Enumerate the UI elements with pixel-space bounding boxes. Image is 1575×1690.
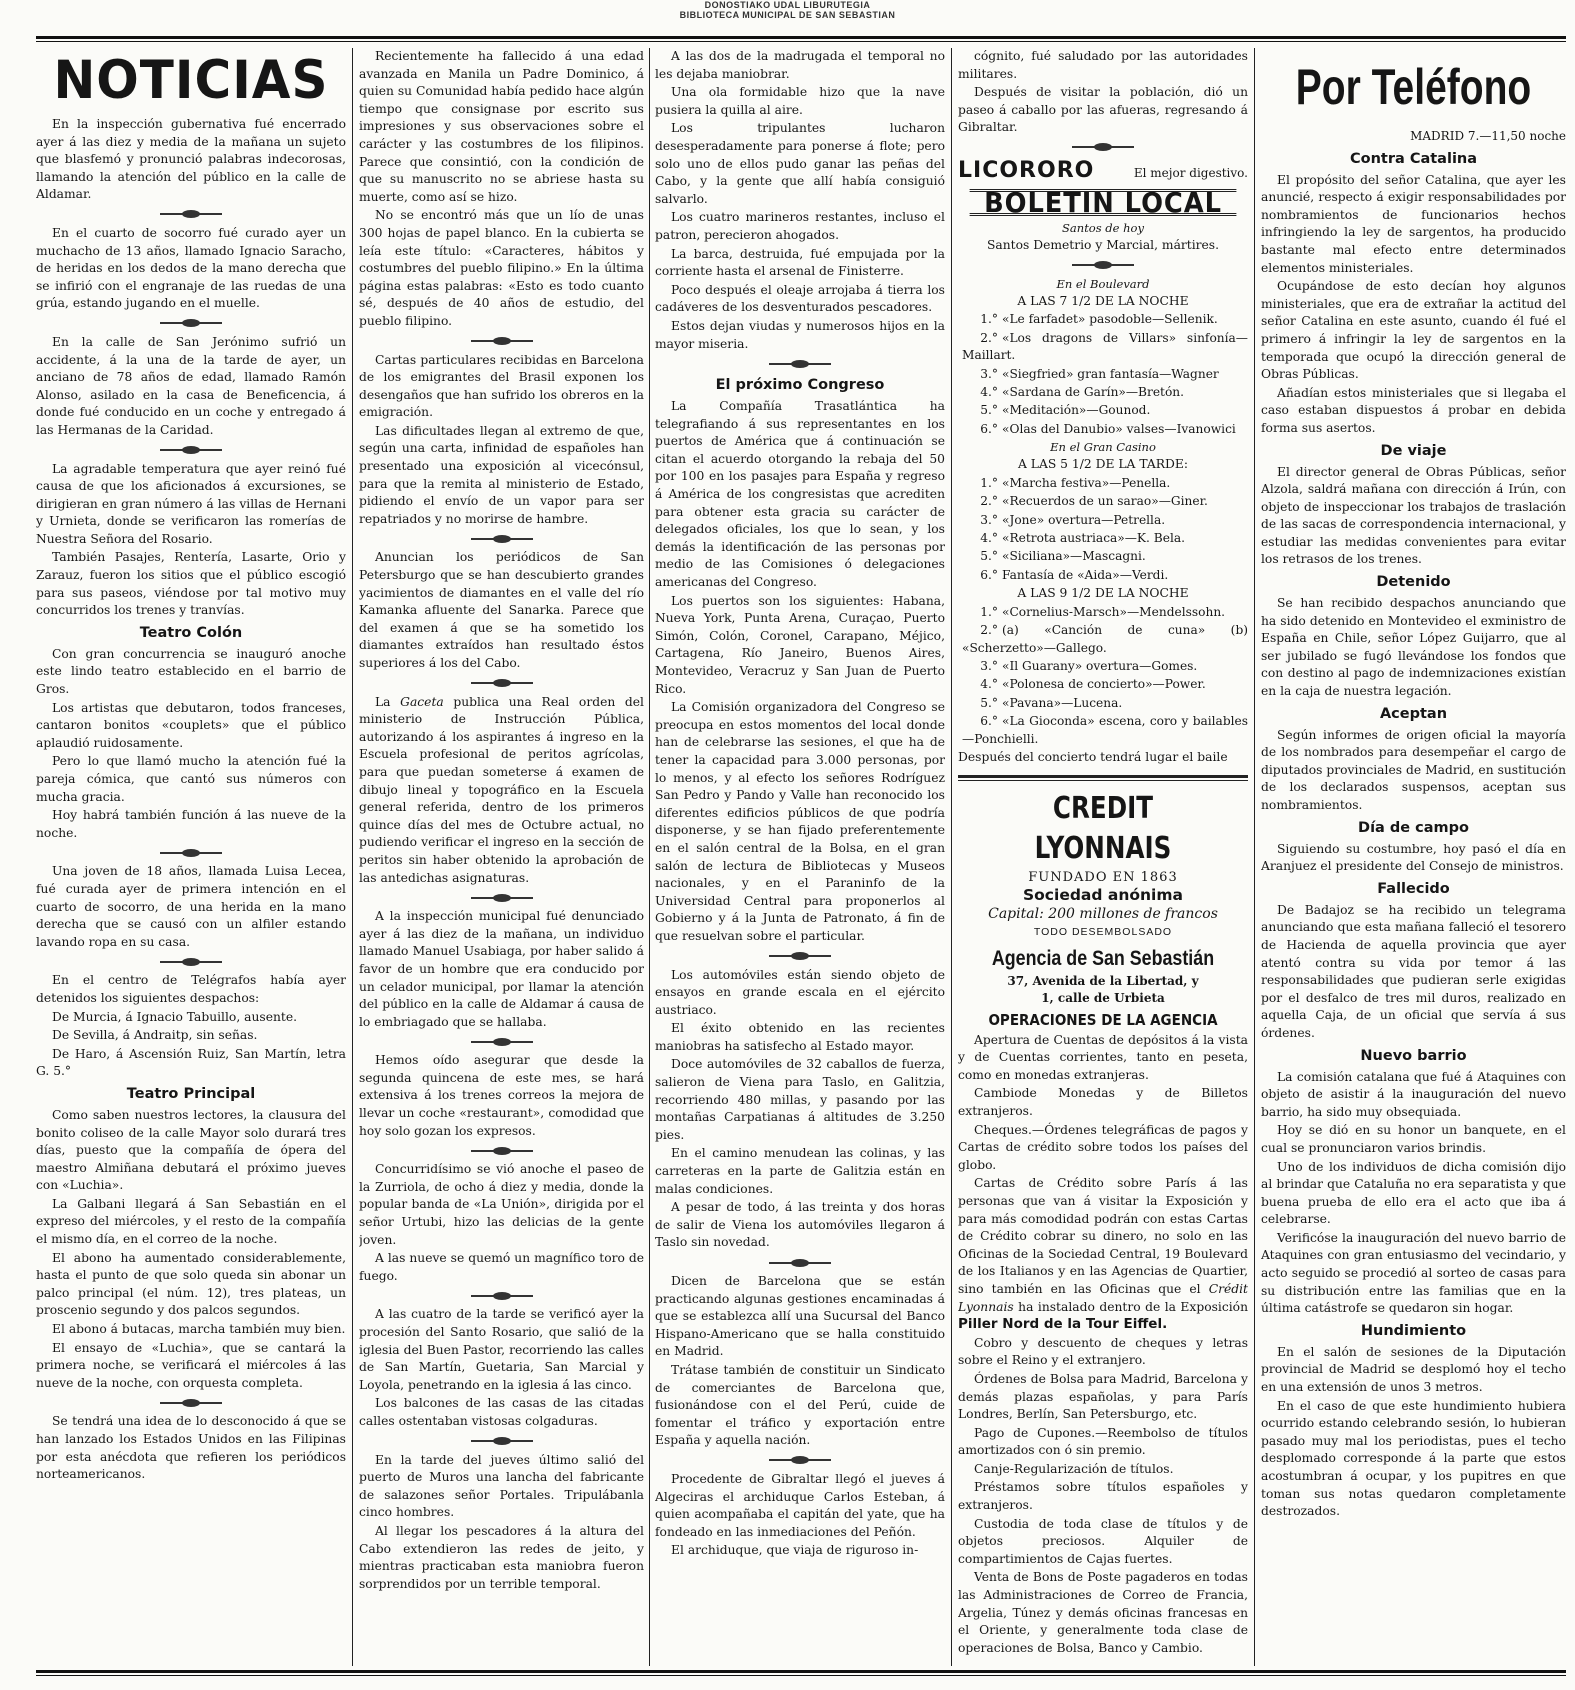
article-paragraph: En la tarde del jueves último salió del puerto de Muros una lancha del fabricante de salazones señor Portales. Tripulábanla cinco hombres. bbox=[359, 1452, 644, 1520]
article-paragraph: De Sevilla, á Andraitp, sin señas. bbox=[52, 1028, 258, 1043]
ornament-divider bbox=[958, 141, 1248, 154]
program-item bbox=[958, 330, 1248, 365]
article-paragraph: A la inspección municipal fué denunciado ayer á las diez de la mañana, un individuo llamado Manuel Usabiaga, por haber salido á favor de un hombre que era conducido por un celador municipal, por llamar la atención del público en la calle de Aldamar á causa de lo embriagado que se hallaba. bbox=[359, 909, 644, 1029]
program-text: «Cornelius-Marsch»—Mendelssohn. bbox=[1002, 604, 1226, 619]
program-text: «Retrota austriaca»—K. Bela. bbox=[1002, 531, 1185, 545]
credit-operation: Cobro y descuento de cheques y letras sobre el Reino y el extranjero. bbox=[958, 1335, 1248, 1368]
credit-operation: Venta de Bons de Poste pagaderos en todas las Administraciones de Correo de Francia, Argelia, Túnez y demás oficinas francesas en el Oriente, y generalmente toda clase de operaciones de Bolsa, Banco y Cambio. bbox=[958, 1570, 1248, 1655]
section-head: Contra Catalina bbox=[1349, 150, 1478, 167]
article-paragraph: El ensayo de «Luchia», que se cantará la primera noche, se verificará el miércoles á las nueve de la noche, con orquesta completa. bbox=[36, 1340, 346, 1390]
credit-operation: Pago de Cupones.—Reembolso de títulos amortizados con ó sin premio. bbox=[958, 1425, 1248, 1458]
article-paragraph: La Compañía Trasatlántica ha telegrafiando á sus representantes en los puertos de América que á continuación se citan el acuerdo otorgando la rebaja del 50 por 100 en los pasajes para España y regreso á América de los congresistas que acrediten para obtener esta gracia su carácter de delegados oficiales, los que lo sean, y los demás la identificación de las personas por medio de las Comisiones ó delegaciones americanas del Congreso. bbox=[655, 399, 945, 590]
program-item bbox=[958, 604, 1248, 621]
library-header bbox=[0, 0, 1575, 20]
section-head: Fallecido bbox=[1377, 880, 1450, 897]
licororo-name: LICORORO bbox=[958, 157, 1095, 183]
column-2 bbox=[359, 48, 644, 1666]
program-number: 4.° bbox=[980, 677, 998, 692]
article-paragraph: Estos dejan viudas y numerosos hijos en la mayor miseria. bbox=[655, 318, 945, 351]
credit-operaciones-head: OPERACIONES DE LA AGENCIA bbox=[988, 1011, 1218, 1030]
credit-desembolsado: TODO DESEMBOLSADO bbox=[1033, 926, 1173, 939]
credit-address-line1: 37, Avenida de la Libertad, y bbox=[1007, 974, 1199, 989]
tour-eiffel-bold: Piller Nord de la Tour Eiffel. bbox=[958, 1316, 1168, 1333]
casino-time-afternoon: A LAS 5 1/2 DE LA TARDE: bbox=[1018, 457, 1188, 472]
noticias-title: NOTICIAS bbox=[53, 49, 329, 111]
section-head-teatro-principal: Teatro Principal bbox=[126, 1085, 256, 1102]
article-paragraph: Dicen de Barcelona que se están practicando algunas gestiones encaminadas á que se establezca allí una Sucursal del Banco Hispano-Americano que se halla constituido en Madrid. bbox=[655, 1274, 945, 1359]
program-number: 6.° bbox=[980, 714, 998, 729]
santos-text: Santos Demetrio y Marcial, mártires. bbox=[986, 238, 1220, 253]
program-item bbox=[958, 567, 1248, 584]
program-text: «Meditación»—Gounod. bbox=[1002, 403, 1151, 418]
article-paragraph: De Badajoz se ha recibido un telegrama anunciando que esta mañana falleció el tesorero de Hacienda de aquella provincia que ayer atentó contra su vida por temor á las responsabilidades que pudieran serle exigidas por el desfalco de tres mil duros, realizado en aquella Caja, de un oficial que servía á sus órdenes. bbox=[1261, 902, 1566, 1040]
section-head: Nuevo barrio bbox=[1360, 1047, 1467, 1064]
bottom-rule bbox=[36, 1670, 1566, 1676]
credit-operation: Órdenes de Bolsa para Madrid, Barcelona y demás plazas españolas, y para París Londres, Berlín, San Petersburgo, etc. bbox=[958, 1371, 1248, 1422]
article-paragraph: Las dificultades llegan al extremo de que, según una carta, infinidad de españoles han presentado una exposición al vicecónsul, para que la remita al ministerio de Estado, pidiendo el envío de un vapor para ser repatriados y no morirse de hambre. bbox=[359, 423, 644, 526]
program-number: 1.° bbox=[980, 475, 998, 490]
section-head: Detenido bbox=[1376, 574, 1451, 591]
program-text: «Marcha festiva»—Penella. bbox=[1002, 475, 1171, 490]
text-run: La bbox=[375, 694, 401, 709]
program-item bbox=[958, 713, 1248, 748]
casino-time-night: A LAS 9 1/2 DE LA NOCHE bbox=[1017, 586, 1189, 601]
article-paragraph bbox=[359, 694, 644, 888]
column-separator bbox=[1254, 48, 1255, 1666]
article-paragraph: Hemos oído asegurar que desde la segunda quincena de este mes, se hará extensiva á los trenes correos la mejora de llevar un coche «restaurant», comodidad que hoy solo gozan los expresos. bbox=[359, 1053, 644, 1138]
ornament-divider bbox=[958, 259, 1248, 272]
program-text: «La Gioconda» escena, coro y bailables—Ponchielli. bbox=[962, 714, 1248, 746]
program-item bbox=[958, 622, 1248, 657]
article-paragraph: Pero lo que llamó mucho la atención fué la pareja cómica, que cantó sus números con mucha gracia. bbox=[36, 754, 346, 804]
program-number: 2.° bbox=[980, 494, 998, 509]
program-text: «Siegfried» gran fantasía—Wagner bbox=[1002, 366, 1219, 381]
newspaper-name-gaceta: Gaceta bbox=[400, 694, 444, 709]
credit-operation: Custodia de toda clase de títulos y de objetos preciosos. Alquiler de compartimientos de Cajas fuertes. bbox=[958, 1516, 1248, 1566]
ornament-divider bbox=[359, 1035, 644, 1048]
article-paragraph: El archiduque, que viaja de riguroso in- bbox=[671, 1543, 919, 1558]
por-telefono-title: Por Teléfono bbox=[1295, 59, 1532, 115]
text-run: ha instalado dentro de la Exposición bbox=[1013, 1299, 1248, 1314]
program-text: «Polonesa de concierto»—Power. bbox=[1002, 677, 1206, 692]
article-paragraph: Los balcones de las casas de las citadas calles ostentaban vistosas colgaduras. bbox=[359, 1396, 644, 1428]
credit-operation: Apertura de Cuentas de depósitos á la vista y de Cuentas corrientes, tanto en peseta, como en monedas extranjeras. bbox=[958, 1032, 1248, 1082]
article-paragraph: El abono ha aumentado considerablemente, hasta el punto de que solo queda sin abonar un palco principal (el núm. 12), tres plateas, un proscenio segundo y dos palcos segundos. bbox=[36, 1250, 346, 1318]
column-por-telefono bbox=[1261, 48, 1566, 1666]
article-paragraph: En el cuarto de socorro fué curado ayer un muchacho de 13 años, llamado Ignacio Saracho, de heridas en los dedos de la mano derecha que se infirió con el engranaje de las ruedas de una grúa, estando jugando en el muelle. bbox=[36, 225, 346, 311]
credit-lyonnais-italic: Crédit Lyonnais bbox=[958, 1281, 1248, 1314]
ornament-divider bbox=[655, 1256, 945, 1269]
article-paragraph: En el caso de que este hundimiento hubiera ocurrido estando celebrando sesión, lo hubieran pasado muy mal los periodistas, pues el techo desplomado corresponde á la parte que estos acostumbran á ocupar, y los pupitres en que toman sus notas quedaron completamente destrozados. bbox=[1261, 1398, 1566, 1519]
casino-head: En el Gran Casino bbox=[1050, 440, 1156, 455]
article-paragraph: El propósito del señor Catalina, que ayer les anuncié, respecto á exigir responsabilidades por nombramientos de funcionarios hechos infringiendo la ley de sargentos, ha producido bastante mal efecto entre determinados elementos ministeriales. bbox=[1261, 172, 1566, 275]
article-paragraph: El director general de Obras Públicas, señor Alzola, saldrá mañana con dirección á Irún, con objeto de inspeccionar los trabajos de traslación de las sacas de correspondencia internacional, y estudiar las medidas convenientes para evitar los retrasos de los trenes. bbox=[1261, 464, 1566, 567]
program-number: 6.° bbox=[980, 421, 998, 436]
program-number: 3.° bbox=[980, 512, 998, 527]
article-paragraph: Cartas particulares recibidas en Barcelona de los emigrantes del Brasil exponen los desengaños que han sufrido los obreros en la emigración. bbox=[359, 352, 644, 420]
article-paragraph: Los puertos son los siguientes: Habana, Nueva York, Punta Arena, Curaçao, Puerto Simón, Colón, Coronel, Carapano, Méjico, Cartagena, Río Janeiro, Buenos Aires, Montevideo, Veracruz y San Juan de Puerto Rico. bbox=[655, 593, 945, 696]
program-number: 3.° bbox=[980, 659, 998, 674]
section-head: Aceptan bbox=[1379, 705, 1448, 722]
article-paragraph: Los automóviles están siendo objeto de ensayos en grande escala en el ejército austriaco. bbox=[655, 967, 945, 1017]
credit-operation: Préstamos sobre títulos españoles y extranjeros. bbox=[958, 1480, 1248, 1513]
article-paragraph: Después de visitar la población, dió un paseo á caballo por las afueras, regresando á Gibraltar. bbox=[958, 85, 1248, 135]
credit-operation: Canje-Regularización de títulos. bbox=[974, 1461, 1174, 1476]
article-paragraph: El abono á butacas, marcha también muy bien. bbox=[52, 1322, 346, 1337]
column-separator bbox=[951, 48, 952, 1666]
article-paragraph: Los artistas que debutaron, todos franceses, cantaron bonitos «couplets» que el público aplaudió ruidosamente. bbox=[36, 700, 346, 750]
ornament-divider bbox=[359, 335, 644, 348]
program-text: «Il Guarany» overtura—Gomes. bbox=[1002, 659, 1198, 674]
article-paragraph: Poco después el oleaje arrojaba á tierra los cadáveres de los desventurados pescadores. bbox=[655, 282, 945, 315]
program-item bbox=[958, 384, 1248, 401]
despues-concierto: Después del concierto tendrá lugar el baile bbox=[958, 750, 1228, 765]
program-number: 6.° bbox=[980, 567, 998, 582]
column-separator bbox=[649, 48, 650, 1666]
article-paragraph: El éxito obtenido en las recientes maniobras ha satisfecho al Estado mayor. bbox=[655, 1021, 945, 1053]
section-head: De viaje bbox=[1380, 442, 1447, 459]
licororo-advertisement bbox=[958, 158, 1248, 187]
program-item bbox=[958, 695, 1248, 712]
program-number: 1.° bbox=[980, 604, 998, 619]
licororo-tagline: El mejor digestivo. bbox=[1133, 165, 1248, 180]
section-head: Hundimiento bbox=[1360, 1322, 1467, 1339]
program-text: «Pavana»—Lucena. bbox=[1002, 695, 1123, 710]
article-paragraph: Al llegar los pescadores á la altura del Cabo extendieron las redes de jeito, y mientras practicaban esta maniobra fueron sorprendidos por un terrible temporal. bbox=[359, 1523, 644, 1591]
article-paragraph: Como saben nuestros lectores, la clausura del bonito coliseo de la calle Mayor solo durará tres días, puesto que la compañía de ópera del maestro Almiñana debutará el próximo jueves con «Luchia». bbox=[36, 1107, 346, 1193]
program-text: «Siciliana»—Mascagni. bbox=[1002, 549, 1146, 564]
credit-operation: Cambiode Monedas y de Billetos extranjeros. bbox=[958, 1086, 1248, 1118]
top-rule bbox=[36, 36, 1566, 42]
ornament-divider bbox=[359, 1144, 644, 1157]
ornament-divider bbox=[36, 955, 346, 968]
article-paragraph: También Pasajes, Rentería, Lasarte, Orio y Zarauz, fueron los sitios que el público escogió para sus paseos, viéndose por tal motivo muy concurridos los trenes y tranvías. bbox=[36, 550, 346, 618]
boletin-local-title: BOLETIN LOCAL bbox=[970, 189, 1237, 217]
article-paragraph: cógnito, fué saludado por las autoridades militares. bbox=[958, 49, 1248, 81]
program-number: 4.° bbox=[980, 531, 998, 545]
section-head-congreso: El próximo Congreso bbox=[715, 377, 885, 394]
article-paragraph: Siguiendo su costumbre, hoy pasó el día en Aranjuez el presidente del Consejo de ministros. bbox=[1261, 841, 1566, 874]
article-paragraph: A pesar de todo, á las treinta y dos horas de salir de Viena los automóviles llegaron á Taslo sin novedad. bbox=[655, 1200, 945, 1250]
section-head: Día de campo bbox=[1358, 819, 1469, 836]
program-number: 1.° bbox=[980, 312, 998, 327]
article-paragraph: Los tripulantes lucharon desesperadamente para ponerse á flote; pero solo uno de ellos pudo ganar las peñas del Cabo, y la gente que allí había consiguió salvarlo. bbox=[655, 121, 945, 206]
ornament-divider bbox=[359, 677, 644, 690]
column-4 bbox=[958, 48, 1248, 1666]
article-paragraph: La barca, destruida, fué empujada por la corriente hasta el arsenal de Finisterre. bbox=[655, 246, 945, 279]
program-item bbox=[958, 493, 1248, 510]
credit-operation: Cheques.—Órdenes telegráficas de pagos y Cartas de crédito sobre todos los países del globo. bbox=[958, 1122, 1248, 1172]
article-paragraph: No se encontró más que un lío de unas 300 hojas de papel blanco. En la cubierta se leía este título: «Caracteres, hábitos y costumbres del pueblo filipino.» En la última página estas palabras: «Esto es todo cuanto sé, después de 40 años de estudio, del pueblo filipino. bbox=[359, 208, 644, 328]
santos-head: Santos de hoy bbox=[1062, 221, 1144, 236]
program-number: 2.° bbox=[980, 330, 998, 345]
ornament-divider bbox=[359, 1435, 644, 1448]
boulevard-time: A LAS 7 1/2 DE LA NOCHE bbox=[1017, 293, 1189, 308]
program-text: «Olas del Danubio» valses—Ivanowici bbox=[1002, 421, 1236, 436]
article-paragraph: En el camino menudean las colinas, y las carreteras en la parte de Galitzia están en malas condiciones. bbox=[655, 1146, 945, 1196]
library-header-line2: BIBLIOTECA MUNICIPAL DE SAN SEBASTIAN bbox=[679, 10, 896, 20]
text-run: publica una Real orden del ministerio de Instrucción Pública, autorizando á los aspirantes á ingreso en la Escuela profesional de peritos agrícolas, para que puedan someterse á examen de dibujo lineal y topográfico en la Escuela general referida, dentro de los primeros quince días del mes de Octubre actual, no pudiendo verificar el ingreso en la sección de peritos sin haber obtenido la aprobación de las antedichas asignaturas. bbox=[359, 694, 644, 885]
article-paragraph: Los cuatro marineros restantes, incluso el patron, perecieron ahogados. bbox=[655, 210, 945, 242]
article-paragraph: Verificóse la inauguración del nuevo barrio de Ataquines con gran entusiasmo del vecindario, y acto seguido se procedió al sorteo de casas para su distribución entre las familias que en la última catástrofe se quedaron sin hogar. bbox=[1261, 1230, 1566, 1316]
credit-operation bbox=[958, 1175, 1248, 1333]
article-paragraph: En el centro de Telégrafos había ayer detenidos los siguientes despachos: bbox=[36, 973, 346, 1005]
program-item bbox=[958, 676, 1248, 693]
article-paragraph: A las dos de la madrugada el temporal no les dejaba maniobrar. bbox=[655, 49, 945, 81]
article-paragraph: Doce automóviles de 32 caballos de fuerza, salieron de Viena para Taslo, en Galitzia, recorriendo 480 millas, y pasando por las montañas Carpatianas á altitudes de 3.250 pies. bbox=[655, 1057, 945, 1142]
credit-fundado: FUNDADO EN 1863 bbox=[1028, 869, 1178, 885]
program-item bbox=[958, 366, 1248, 383]
section-head-teatro-colon: Teatro Colón bbox=[139, 624, 243, 641]
program-item bbox=[958, 421, 1248, 438]
article-paragraph: La Galbani llegará á San Sebastián en el expreso del miércoles, y el resto de la compañía el mismo día, en el correo de la noche. bbox=[36, 1196, 346, 1247]
ornament-divider bbox=[359, 1289, 644, 1302]
program-item bbox=[958, 658, 1248, 675]
article-paragraph: Ocupándose de esto decían hoy algunos ministeriales, que era de extrañar la actitud del señor Catalina en este asunto, cuando él fué el primero á infringir la ley de sargentos en la temporada que ocupó la dirección general de Obras Públicas. bbox=[1261, 279, 1566, 382]
section-rule bbox=[958, 775, 1248, 781]
ornament-divider bbox=[36, 208, 346, 221]
program-text: (a) «Canción de cuna» (b) «Scherzetto»—Gallego. bbox=[962, 623, 1248, 655]
article-paragraph: La comisión catalana que fué á Ataquines con objeto de asistir á la inauguración del nuevo barrio, ha sido muy obsequiada. bbox=[1261, 1069, 1566, 1119]
article-paragraph: Procedente de Gibraltar llegó el jueves á Algeciras el archiduque Carlos Esteban, á quien acompañaba el capitán del yate, que ha fondeado en las inmediaciones del Peñón. bbox=[655, 1471, 945, 1539]
program-text: «Los dragons de Villars» sinfonía—Maillart. bbox=[962, 330, 1248, 363]
newspaper-page bbox=[36, 48, 1566, 1666]
credit-agencia: Agencia de San Sebastián bbox=[991, 947, 1215, 971]
program-number: 4.° bbox=[980, 384, 998, 399]
article-paragraph: La Comisión organizadora del Congreso se preocupa en estos momentos del local donde han de celebrarse las sesiones, el que ha de tener la capacidad para 3.000 personas, por lo menos, y al efecto los señores Rodríguez San Pedro y Pando y Valle han reconocido los diferentes edificios públicos de que podría disponerse, y se han fijado preferentemente en el salón central de la Bolsa, en el gran salón de lectura de Bibliotecas y Museos nacionales, y en el Paraninfo de la Universidad Central para proponerlos al Gobierno y á la Junta de Patronato, á fin de que resuelvan sobre el particular. bbox=[655, 700, 945, 943]
program-item bbox=[958, 402, 1248, 419]
ornament-divider bbox=[655, 950, 945, 963]
ornament-divider bbox=[655, 1454, 945, 1467]
program-number: 2.° bbox=[980, 623, 998, 638]
article-paragraph: A las nueve se quemó un magnífico toro de fuego. bbox=[359, 1251, 644, 1283]
article-paragraph: Hoy se dió en su honor un banquete, en el cual se pronunciaron varios brindis. bbox=[1261, 1123, 1566, 1155]
article-paragraph: Con gran concurrencia se inauguró anoche este lindo teatro establecido en el barrio de Gros. bbox=[36, 646, 346, 697]
article-paragraph: Una joven de 18 años, llamada Luisa Lecea, fué curada ayer de primera intención en el cuarto de socorro, de una herida en la mano derecha que se causó con un alfiler estando lavando ropa en su casa. bbox=[36, 864, 346, 949]
program-item bbox=[958, 475, 1248, 492]
article-paragraph: Añadían estos ministeriales que si llegaba el caso estaban dispuestos á probar en debida forma sus asertos. bbox=[1261, 385, 1566, 435]
article-paragraph: En el salón de sesiones de la Diputación provincial de Madrid se desplomó hoy el techo en una extensión de unos 3 metros. bbox=[1261, 1344, 1566, 1395]
credit-sociedad: Sociedad anónima bbox=[1023, 886, 1183, 905]
program-number: 5.° bbox=[980, 549, 998, 564]
program-number: 5.° bbox=[980, 695, 998, 710]
ornament-divider bbox=[36, 444, 346, 457]
article-paragraph: Uno de los individuos de dicha comisión dijo al brindar que Cataluña no era separatista y que buena prueba de ello era el acto que iba á celebrarse. bbox=[1261, 1159, 1566, 1227]
program-item bbox=[958, 311, 1248, 328]
article-paragraph: Se han recibido despachos anunciando que ha sido detenido en Montevideo el exministro de España en Chile, señor López Guijarro, que al ser jubilado se fugó llevándose los fondos que con destino al pago de indemnizaciones existían en la caja de nuestra legación. bbox=[1261, 596, 1566, 699]
ornament-divider bbox=[36, 1396, 346, 1409]
program-item bbox=[958, 512, 1248, 529]
dateline: MADRID 7.—11,50 noche bbox=[1410, 129, 1566, 143]
ornament-divider bbox=[359, 891, 644, 904]
column-noticias bbox=[36, 48, 346, 1666]
article-paragraph: A las cuatro de la tarde se verificó ayer la procesión del Santo Rosario, que salió de la iglesia del Buen Pastor, recorriendo las calles de San Martín, Guetaria, San Marcial y Loyola, penetrando en la iglesia á las cinco. bbox=[359, 1307, 644, 1392]
program-text: «Le farfadet» pasodoble—Sellenik. bbox=[1002, 312, 1218, 327]
article-paragraph: Según informes de origen oficial la mayoría de los nombrados para desempeñar el cargo de diputados provinciales de Madrid, en sustitución de los declarados suspensos, aceptan sus nombramientos. bbox=[1261, 727, 1566, 812]
article-paragraph: La agradable temperatura que ayer reinó fué causa de que los aficionados á excursiones, se dirigieran en gran número á las villas de Hernani y Urnieta, donde se verificaron las romerías de Nuestra Señora del Rosario. bbox=[36, 461, 346, 546]
ornament-divider bbox=[36, 846, 346, 859]
column-3 bbox=[655, 48, 945, 1666]
credit-lyonnais-title: CREDIT LYONNAIS bbox=[1034, 790, 1172, 866]
article-paragraph: Se tendrá una idea de lo desconocido á que se han lanzado los Estados Unidos en las Filipinas por esta anécdota que refieren los periódicos norteamericanos. bbox=[36, 1414, 346, 1482]
article-paragraph: En la calle de San Jerónimo sufrió un accidente, á la una de la tarde de ayer, un anciano de 78 años de edad, llamado Ramón Alonso, asilado en la casa de Beneficencia, á donde fué conducido en un coche y entregado á las Hermanas de la Caridad. bbox=[36, 334, 346, 437]
article-paragraph: Trátase también de constituir un Sindicato de comerciantes de Barcelona que, fusionándose con el del Perú, cuide de fomentar el tráfico y exportación entre España y aquella nación. bbox=[655, 1362, 945, 1448]
ornament-divider bbox=[36, 317, 346, 330]
program-text: «Jone» overtura—Petrella. bbox=[1002, 512, 1166, 527]
article-paragraph: Una ola formidable hizo que la nave pusiera la quilla al aire. bbox=[655, 85, 945, 117]
program-text: «Sardana de Garín»—Bretón. bbox=[1002, 384, 1185, 399]
article-paragraph: De Murcia, á Ignacio Tabuillo, ausente. bbox=[52, 1009, 298, 1024]
boulevard-head: En el Boulevard bbox=[1056, 276, 1150, 291]
column-separator bbox=[352, 48, 353, 1666]
program-text: Fantasía de «Aida»—Verdi. bbox=[1002, 567, 1169, 582]
credit-capital: Capital: 200 millones de francos bbox=[988, 905, 1218, 922]
program-number: 3.° bbox=[980, 366, 998, 381]
article-paragraph: Recientemente ha fallecido á una edad avanzada en Manila un Padre Dominico, á quien su Comunidad había pedido hace algún tiempo que consignase por escrito sus impresiones y sus observaciones sobre el carácter y las costumbres de los filipinos. Parece que consintió, con la condición de que su manuscrito no se abriese hasta su muerte, como así se hizo. bbox=[359, 49, 644, 204]
library-header-line1: DONOSTIAKO UDAL LIBURUTEGIA bbox=[704, 0, 871, 10]
program-item bbox=[958, 548, 1248, 565]
ornament-divider bbox=[359, 532, 644, 545]
program-text: «Recuerdos de un sarao»—Giner. bbox=[1002, 494, 1208, 509]
ornament-divider bbox=[655, 357, 945, 370]
article-paragraph: En la inspección gubernativa fué encerrado ayer á las diez y media de la mañana un sujeto que blasfemó y pronunció palabras indecorosas, llamando la atención del público en la calle de Aldamar. bbox=[36, 117, 346, 202]
article-paragraph: Concurridísimo se vió anoche el paseo de la Zurriola, de ocho á diez y media, donde la popular banda de «La Unión», dirigida por el señor Urtubi, hizo las delicias de la gente joven. bbox=[359, 1162, 644, 1247]
credit-address-line2: 1, calle de Urbieta bbox=[1041, 991, 1165, 1006]
article-paragraph: De Haro, á Ascensión Ruiz, San Martín, letra G. 5.° bbox=[36, 1046, 346, 1079]
article-paragraph: Anuncian los periódicos de San Petersburgo que se han descubierto grandes yacimientos de diamantes en el valle del río Kamanka afluente del Sanarka. Parece que del examen á que se ha sometido los diamantes extraídos han resultado éstos superiores á los del Cabo. bbox=[359, 550, 644, 670]
text-run: Cartas de Crédito sobre París á las personas que van á visitar la Exposición y para más comodidad podrán con estas Cartas de Crédito cobrar su dinero, no solo en las Oficinas de la Sociedad Central, 19 Boulevard de los Italianos y en las Agencias de Quartier, sino también en las Oficinas que el bbox=[958, 1176, 1248, 1296]
program-item bbox=[958, 530, 1248, 547]
program-number: 5.° bbox=[980, 403, 998, 418]
article-paragraph: Hoy habrá también función á las nueve de la noche. bbox=[36, 808, 346, 840]
